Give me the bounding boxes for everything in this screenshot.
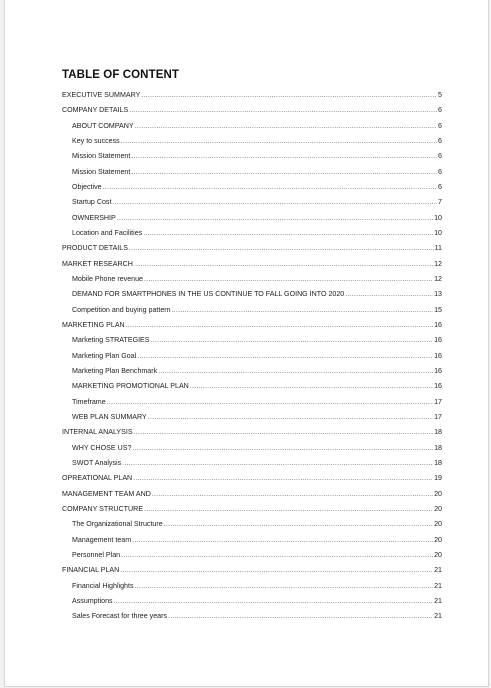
dot-leader (141, 88, 437, 103)
toc-entry-label: SWOT Analysis (72, 458, 122, 467)
toc-entry-page-number: 11 (434, 244, 442, 253)
dot-leader (122, 456, 433, 471)
toc-entry-label: The Organizational Structure (72, 520, 163, 529)
dot-leader (144, 272, 433, 287)
toc-entry-page-number: 16 (434, 382, 442, 391)
toc-entry-page-number: 5 (438, 91, 442, 99)
dot-leader (133, 471, 433, 486)
dot-leader (114, 594, 434, 609)
toc-entry-label: Assumptions (72, 596, 113, 605)
toc-entry-label: WEB PLAN SUMMARY (72, 412, 147, 421)
toc-entry-page-number: 20 (434, 550, 442, 559)
dot-leader (134, 257, 433, 272)
dot-leader (107, 395, 433, 410)
toc-entry-page-number: 12 (434, 259, 442, 268)
dot-leader (134, 425, 434, 440)
toc-entry[interactable] (62, 487, 442, 502)
toc-entry[interactable] (62, 441, 442, 456)
toc-entry-page-number: 17 (434, 412, 442, 421)
toc-entry[interactable] (62, 548, 442, 563)
toc-entry-label: DEMAND FOR SMARTPHONES IN THE US CONTINUE TO FALL GOING INTO 2020 (72, 290, 345, 299)
dot-leader (135, 119, 437, 134)
dot-leader (158, 364, 433, 379)
toc-entry-label: OWNERSHIP (72, 213, 116, 222)
toc-entry[interactable] (62, 563, 442, 578)
toc-entry-page-number: 18 (434, 428, 442, 437)
toc-entry-page-number: 20 (434, 520, 442, 529)
toc-entry-page-number: 21 (434, 612, 442, 621)
toc-entry[interactable] (62, 502, 442, 517)
toc-entry-label: COMPANY STRUCTURE (62, 504, 143, 513)
toc-entry-page-number: 18 (434, 443, 442, 452)
dot-leader (143, 226, 433, 241)
toc-entry-label: Competition and buying pattern (72, 305, 171, 314)
toc-entry-page-number: 15 (434, 305, 442, 314)
toc-entry[interactable] (62, 272, 442, 287)
document-page (4, 0, 489, 687)
toc-entry-page-number: 16 (434, 336, 442, 345)
toc-entry[interactable] (62, 471, 442, 486)
dot-leader (164, 517, 433, 532)
toc-entry-label: EXECUTIVE SUMMARY (62, 91, 141, 99)
toc-entry[interactable] (62, 211, 442, 226)
toc-entry[interactable] (62, 149, 442, 164)
dot-leader (135, 579, 434, 594)
toc-entry-label: OPREATIONAL PLAN (62, 474, 133, 483)
toc-entry-label: COMPANY DETAILS (62, 106, 129, 115)
toc-entry[interactable] (62, 364, 442, 379)
table-of-contents (62, 88, 442, 624)
toc-entry[interactable] (62, 88, 442, 103)
toc-entry[interactable] (62, 134, 442, 149)
toc-entry-page-number: 7 (438, 198, 442, 207)
toc-entry-page-number: 19 (434, 474, 442, 483)
toc-entry-label: Startup Cost (72, 198, 112, 207)
toc-title: TABLE OF CONTENT (62, 69, 180, 81)
dot-leader (131, 165, 437, 180)
toc-entry[interactable] (62, 594, 442, 609)
toc-entry-label: Financial Highlights (72, 581, 134, 590)
toc-entry-page-number: 10 (434, 228, 442, 237)
dot-leader (129, 241, 434, 256)
toc-entry[interactable] (62, 195, 442, 210)
toc-entry-page-number: 16 (434, 366, 442, 375)
toc-entry-label: FINANCIAL PLAN (62, 566, 120, 575)
toc-entry-label: Sales Forecast for three years (72, 612, 168, 621)
toc-entry-page-number: 21 (434, 581, 442, 590)
dot-leader (190, 379, 433, 394)
toc-entry[interactable] (62, 349, 442, 364)
dot-leader (103, 180, 437, 195)
toc-entry[interactable] (62, 517, 442, 532)
toc-entry-label: Key to success (72, 136, 120, 145)
dot-leader (137, 349, 433, 364)
toc-entry-page-number: 6 (438, 136, 442, 145)
toc-entry[interactable] (62, 257, 442, 272)
toc-entry-label: Marketing STRATEGIES (72, 336, 150, 345)
toc-entry-label: Management team (72, 535, 132, 544)
dot-leader (144, 502, 433, 517)
toc-entry-page-number: 16 (434, 351, 442, 360)
toc-entry[interactable] (62, 287, 442, 302)
dot-leader (151, 333, 434, 348)
toc-entry[interactable] (62, 456, 442, 471)
toc-entry[interactable] (62, 180, 442, 195)
toc-entry[interactable] (62, 103, 442, 118)
toc-entry[interactable] (62, 241, 442, 256)
toc-entry[interactable] (62, 395, 442, 410)
toc-entry-page-number: 6 (438, 167, 442, 176)
toc-entry-page-number: 6 (438, 182, 442, 191)
toc-entry[interactable] (62, 333, 442, 348)
toc-entry[interactable] (62, 119, 442, 134)
dot-leader (132, 441, 433, 456)
dot-leader (120, 563, 433, 578)
toc-entry[interactable] (62, 410, 442, 425)
toc-entry-label: MARKETING PLAN (62, 320, 125, 329)
toc-entry-label: Mission Statement (72, 167, 131, 176)
dot-leader (172, 303, 434, 318)
toc-entry-page-number: 20 (434, 535, 442, 544)
toc-entry-label: MANAGEMENT TEAM AND (62, 489, 151, 498)
toc-entry-label: Location and Facilities (72, 228, 143, 237)
dot-leader (121, 134, 437, 149)
toc-entry[interactable] (62, 226, 442, 241)
toc-entry[interactable] (62, 303, 442, 318)
toc-entry-page-number: 17 (434, 397, 442, 406)
toc-entry-label: Marketing Plan Benchmark (72, 366, 158, 375)
dot-leader (121, 548, 433, 563)
toc-entry-page-number: 6 (438, 152, 442, 161)
toc-entry-label: Mobile Phone revenue (72, 274, 143, 283)
toc-entry-page-number: 16 (434, 320, 442, 329)
toc-entry-label: WHY CHOSE US? (72, 443, 132, 452)
toc-entry-label: MARKETING PROMOTIONAL PLAN (72, 382, 189, 391)
dot-leader (117, 211, 433, 226)
toc-entry[interactable] (62, 318, 442, 333)
dot-leader (132, 533, 433, 548)
toc-entry[interactable] (62, 425, 442, 440)
toc-entry-label: Objective (72, 182, 102, 191)
dot-leader (168, 609, 433, 624)
toc-entry-label: Mission Statement (72, 152, 131, 161)
dot-leader (152, 487, 433, 502)
toc-entry[interactable] (62, 579, 442, 594)
toc-entry[interactable] (62, 533, 442, 548)
toc-entry-label: INTERNAL ANALYSIS (62, 428, 133, 437)
toc-entry-page-number: 21 (434, 596, 442, 605)
toc-entry[interactable] (62, 609, 442, 624)
toc-entry-label: Marketing Plan Goal (72, 351, 137, 360)
toc-entry-page-number: 20 (434, 489, 442, 498)
toc-entry-label: MARKET RESEARCH (62, 259, 133, 268)
dot-leader (148, 410, 433, 425)
toc-entry-page-number: 20 (434, 504, 442, 513)
toc-entry-label: Timeframe (72, 397, 106, 406)
toc-entry-page-number: 10 (434, 213, 442, 222)
toc-entry-page-number: 18 (434, 458, 442, 467)
dot-leader (131, 149, 437, 164)
toc-entry[interactable] (62, 379, 442, 394)
dot-leader (345, 287, 433, 302)
toc-entry-page-number: 6 (438, 106, 442, 115)
toc-entry-label: ABOUT COMPANY (72, 121, 134, 130)
toc-entry-label: Personnel Plan (72, 550, 121, 559)
dot-leader (129, 103, 437, 118)
toc-entry[interactable] (62, 165, 442, 180)
toc-entry-page-number: 6 (438, 121, 442, 130)
dot-leader (126, 318, 433, 333)
toc-entry-page-number: 13 (434, 290, 442, 299)
toc-entry-label: PRODUCT DETAILS (62, 244, 128, 253)
toc-entry-page-number: 21 (434, 566, 442, 575)
dot-leader (112, 195, 437, 210)
toc-entry-page-number: 12 (434, 274, 442, 283)
